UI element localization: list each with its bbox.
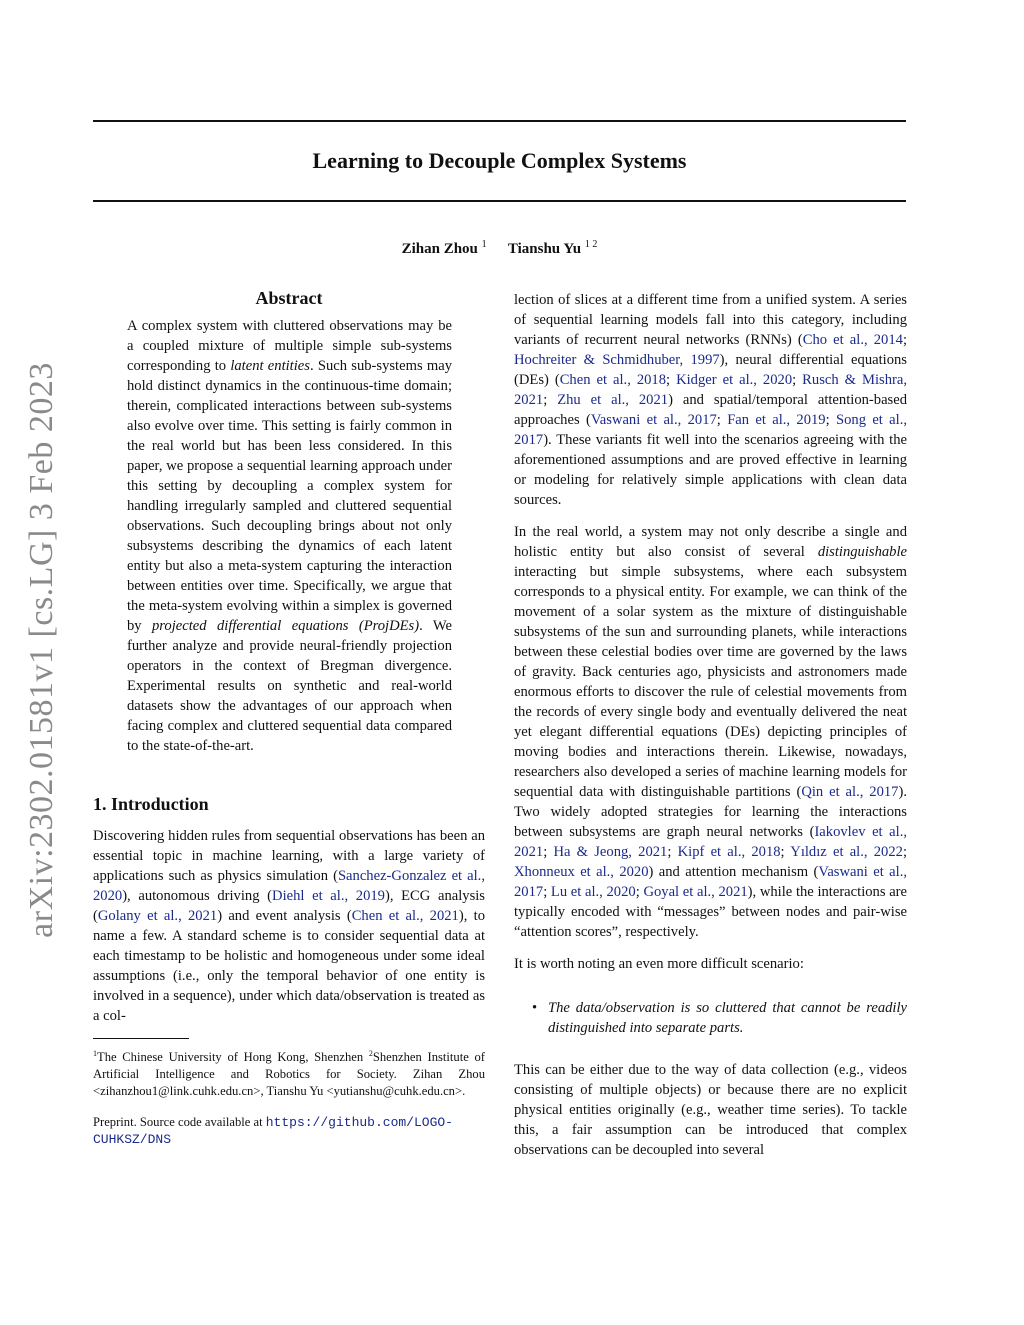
author-list	[93, 234, 906, 260]
body-paragraph: In the real world, a system may not only describe a single and holistic entity but also consist of several distinguishable interacting but simple subsystems, where each subsystem corresponds to a physical entity. For example, we can think of the movement of a solar system as the mixture of distinguishable subsystems of the sun and surrounding planets, while interactions between these celestial bodies over time are governed by the laws of gravity. Back centuries ago, physicists and astronomers made enormous efforts to discover the rule of celestial movements from the records of every single body and eventually delivered the neat yet elegant differential equations (DEs) depicting principles of moving bodies and interactions therein. Likewise, nowadays, researchers also developed a series of machine learning models for sequential data with distinguishable partitions (Qin et al., 2017). Two widely adopted strategies for learning the interactions between subsystems are graph neural networks (Iakovlev et al., 2021; Ha & Jeong, 2021; Kipf et al., 2018; Yıldız et al., 2022; Xhonneux et al., 2020) and attention mechanism (Vaswani et al., 2017; Lu et al., 2020; Goyal et al., 2021), while the interactions are typically encoded with “messages” between nodes and pair-wise “attention scores”, respectively.	[514, 524, 908, 940]
citation-link[interactable]: Cho et al., 2014	[802, 332, 903, 348]
citation-link[interactable]: Rusch & Mishra, 2021	[514, 372, 907, 408]
body-paragraph: It is worth noting an even more difficult scenario:	[514, 956, 804, 972]
introduction-paragraph: Discovering hidden rules from sequential observations has been an essential topic in machine learning, with a large variety of applications such as physics simulation (Sanchez-Gonzalez et al., 2020), autonomous driving (Diehl et al., 2019), ECG analysis (Golany et al., 2021) and event analysis (Chen et al., 2021), to name a few. A standard scheme is to consider sequential data at each timestamp to be holistic and homogeneous under some ideal assumptions (i.e., only the temporal behavior of one entity is involved in a sequence), under which data/observation is treated as a col-	[93, 828, 485, 1024]
bullet-item	[532, 998, 907, 1038]
title-top-rule	[93, 120, 906, 122]
citation-link[interactable]: Vaswani et al., 2017	[514, 864, 907, 900]
affiliation-footnote: $^1$The Chinese University of Hong Kong, Shenzhen $^2$Shenzhen Institute of Artificial Intelligence and Robotics for Society. Zihan Zhou <zihanzhou1@link.cuhk.edu.cn>, Tianshu Yu <yutianshu@cuhk.edu.cn>.	[93, 1049, 485, 1099]
citation-link[interactable]: Iakovlev et al., 2021	[514, 824, 908, 860]
abstract-heading: Abstract	[255, 288, 323, 308]
bullet-marker: •	[532, 1000, 538, 1016]
citation-link[interactable]: Qin et al., 2017	[801, 784, 899, 800]
citation-link[interactable]: Song et al., 2017	[514, 412, 908, 448]
footnote-rule	[93, 1038, 189, 1039]
paper-title: Learning to Decouple Complex Systems	[312, 148, 687, 173]
citation-link[interactable]: Chen et al., 2018	[559, 372, 667, 388]
arxiv-side-stamp: arXiv:2302.01581v1 [cs.LG] 3 Feb 2023	[23, 362, 60, 938]
preprint-note: Preprint. Source code available at https://github.com/LOGO-CUHKSZ/DNS	[93, 1115, 453, 1148]
citation-link[interactable]: Yıldız et al., 2022	[790, 844, 903, 860]
author-name: Zihan Zhou	[401, 241, 478, 257]
citation-link[interactable]: Kidger et al., 2020	[676, 372, 793, 388]
citation-link[interactable]: Sanchez-Gonzalez et al., 2020	[93, 868, 485, 904]
citation-link[interactable]: Fan et al., 2019	[727, 412, 826, 428]
author-affiliation: 1 2	[584, 239, 598, 250]
section-heading-introduction: 1. Introduction	[93, 794, 209, 814]
citation-link[interactable]: Diehl et al., 2019	[272, 888, 385, 904]
author-affiliation: 1	[481, 239, 487, 250]
citation-link[interactable]: Goyal et al., 2021	[643, 884, 748, 900]
citation-link[interactable]: Golany et al., 2021	[97, 908, 218, 924]
citation-link[interactable]: Vaswani et al., 2017	[590, 412, 717, 428]
citation-link[interactable]: Hochreiter & Schmidhuber, 1997	[514, 352, 720, 368]
author-name: Tianshu Yu	[507, 241, 582, 257]
source-code-link[interactable]: https://github.com/LOGO-CUHKSZ/DNS	[93, 1115, 453, 1148]
citation-link[interactable]: Ha & Jeong, 2021	[553, 844, 668, 860]
citation-link[interactable]: Zhu et al., 2021	[557, 392, 669, 408]
citation-link[interactable]: Lu et al., 2020	[550, 884, 636, 900]
abstract-body: A complex system with cluttered observations may be a coupled mixture of multiple simple sub-systems corresponding to latent entities. Such sub-systems may hold distinct dynamics in the continuous-time domain; therein, complicated interactions between sub-systems also evolve over time. This setting is fairly common in the real world but has been less considered. In this paper, we propose a sequential learning approach under this setting by decoupling a complex system for handling irregularly sampled and cluttered sequential observations. Such decoupling brings about not only subsystems describing the dynamics of each latent entity but also a meta-system capturing the interaction between entities over time. Specifically, we argue that the meta-system evolving within a simplex is governed by projected differential equations (ProjDEs). We further analyze and provide neural-friendly projection operators in the context of Bregman divergence. Experimental results on synthetic and real-world datasets show the advantages of our approach when facing complex and cluttered sequential data compared to the state-of-the-art.	[127, 318, 452, 754]
body-paragraph: This can be either due to the way of data collection (e.g., videos consisting of multiple objects) or because there are no explicit physical entities originally (e.g., weather time series). To tackle this, a fair assumption can be introduced that complex observations can be decoupled into several	[514, 1062, 907, 1158]
body-paragraph: lection of slices at a different time from a unified system. A series of sequential learning models fall into this category, including variants of recurrent neural networks (RNNs) (Cho et al., 2014; Hochreiter & Schmidhuber, 1997), neural differential equations (DEs) (Chen et al., 2018; Kidger et al., 2020; Rusch & Mishra, 2021; Zhu et al., 2021) and spatial/temporal attention-based approaches (Vaswani et al., 2017; Fan et al., 2019; Song et al., 2017). These variants fit well into the scenarios agreeing with the aforementioned assumptions and are proved effective in learning or modeling for relatively simple applications with clean data sources.	[514, 292, 908, 508]
left-column	[93, 286, 485, 1148]
citation-link[interactable]: Xhonneux et al., 2020	[514, 864, 649, 880]
right-column	[514, 290, 907, 1172]
body-emphasis: distinguishable	[817, 544, 907, 560]
title-bottom-rule	[93, 200, 906, 202]
citation-link[interactable]: Kipf et al., 2018	[677, 844, 781, 860]
abstract-emphasis: latent entities	[230, 358, 310, 374]
citation-link[interactable]: Chen et al., 2021	[351, 908, 459, 924]
abstract-emphasis: projected differential equations (ProjDEs)	[152, 618, 420, 634]
bullet-text: The data/observation is so cluttered that cannot be readily distinguished into separate parts.	[548, 1000, 907, 1036]
